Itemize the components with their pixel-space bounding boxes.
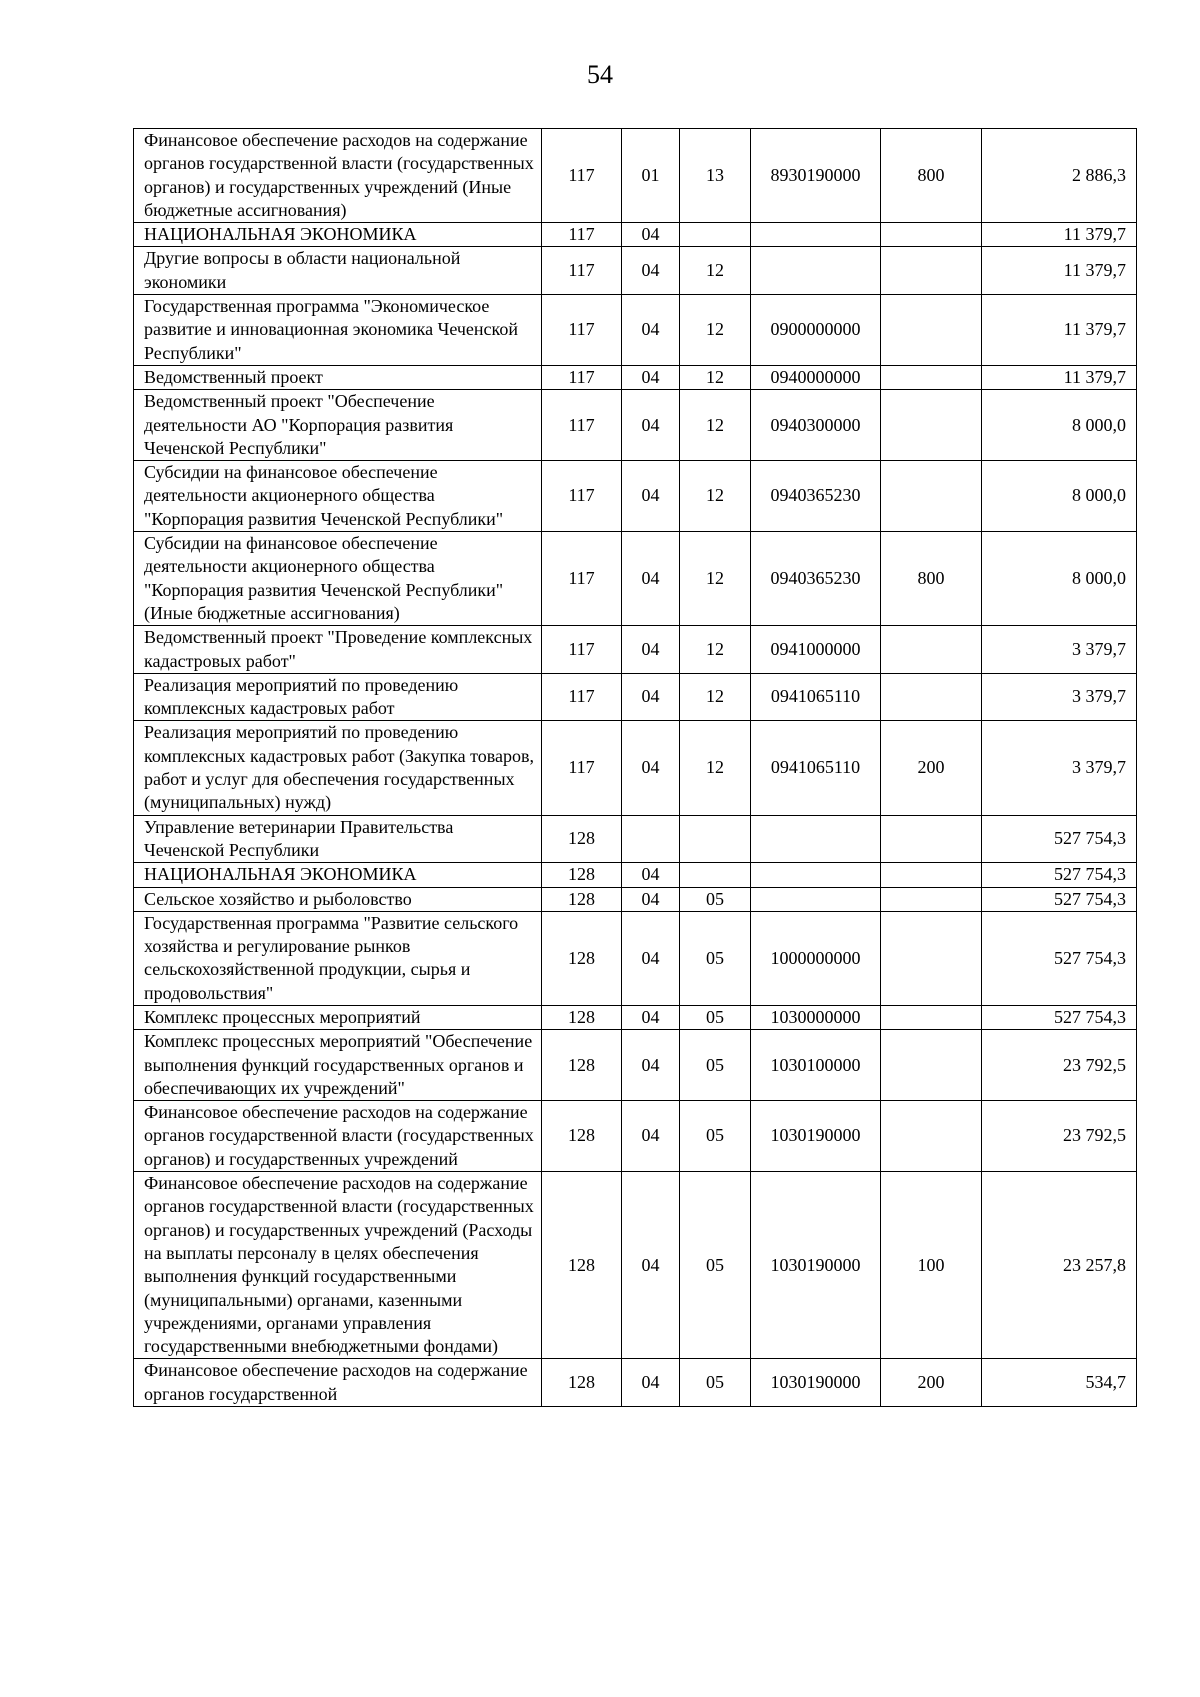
row-expense-type-cell: 800 (881, 129, 982, 223)
row-subsection-code-cell: 12 (680, 295, 751, 366)
row-section-code-cell: 01 (622, 129, 680, 223)
row-section-code-cell: 04 (622, 1359, 680, 1407)
row-target-code-cell: 0941065110 (751, 673, 881, 721)
table-row (134, 911, 1137, 1005)
row-expense-type-cell (881, 911, 982, 1005)
row-subsection-code-cell (680, 223, 751, 247)
row-amount-cell: 534,7 (982, 1359, 1137, 1407)
row-expense-type-cell (881, 815, 982, 863)
row-name-cell: Комплекс процессных мероприятий "Обеспечение выполнения функций государственных органов и обеспечивающих их учреждений" (134, 1030, 542, 1101)
row-expense-type-cell (881, 390, 982, 461)
row-target-code-cell: 8930190000 (751, 129, 881, 223)
row-amount-cell: 2 886,3 (982, 129, 1137, 223)
row-target-code-cell: 1000000000 (751, 911, 881, 1005)
row-amount-cell: 527 754,3 (982, 887, 1137, 911)
row-section-code-cell: 04 (622, 863, 680, 887)
row-section-code-cell: 04 (622, 911, 680, 1005)
row-section-code-cell: 04 (622, 721, 680, 815)
row-section-code-cell: 04 (622, 673, 680, 721)
row-amount-cell: 8 000,0 (982, 390, 1137, 461)
row-ministry-code-cell: 128 (542, 887, 622, 911)
row-ministry-code-cell: 117 (542, 673, 622, 721)
row-target-code-cell: 0941065110 (751, 721, 881, 815)
row-ministry-code-cell: 117 (542, 129, 622, 223)
row-section-code-cell: 04 (622, 1030, 680, 1101)
row-subsection-code-cell: 05 (680, 887, 751, 911)
row-expense-type-cell (881, 1101, 982, 1172)
row-target-code-cell: 1030190000 (751, 1101, 881, 1172)
row-expense-type-cell (881, 673, 982, 721)
row-target-code-cell: 0900000000 (751, 295, 881, 366)
row-name-cell: Комплекс процессных мероприятий (134, 1005, 542, 1029)
row-name-cell: Государственная программа "Развитие сельского хозяйства и регулирование рынков сельскохозяйственной продукции, сырья и продовольствия" (134, 911, 542, 1005)
row-ministry-code-cell: 128 (542, 1005, 622, 1029)
row-expense-type-cell: 800 (881, 532, 982, 626)
table-row (134, 1005, 1137, 1029)
row-name-cell: Субсидии на финансовое обеспечение деятельности акционерного общества "Корпорация развития Чеченской Республики" (Иные бюджетные ассигнования) (134, 532, 542, 626)
table-row (134, 1030, 1137, 1101)
row-section-code-cell: 04 (622, 532, 680, 626)
row-target-code-cell: 1030190000 (751, 1359, 881, 1407)
row-amount-cell: 3 379,7 (982, 721, 1137, 815)
row-name-cell: Ведомственный проект "Проведение комплексных кадастровых работ" (134, 626, 542, 674)
row-subsection-code-cell: 12 (680, 365, 751, 389)
row-target-code-cell: 0940300000 (751, 390, 881, 461)
row-name-cell: Финансовое обеспечение расходов на содержание органов государственной власти (государственных органов) и государственных учреждений (Расходы на выплаты персоналу в целях обеспечения выполнения функций государственными (муниципальными) органами, казенными учреждениями, органами управления государственными внебюджетными фондами) (134, 1172, 542, 1359)
row-amount-cell: 23 792,5 (982, 1101, 1137, 1172)
row-amount-cell: 11 379,7 (982, 247, 1137, 295)
row-expense-type-cell: 200 (881, 721, 982, 815)
table-row (134, 532, 1137, 626)
table-row (134, 223, 1137, 247)
row-expense-type-cell (881, 887, 982, 911)
row-subsection-code-cell (680, 815, 751, 863)
row-name-cell: Другие вопросы в области национальной экономики (134, 247, 542, 295)
row-amount-cell: 3 379,7 (982, 626, 1137, 674)
row-name-cell: НАЦИОНАЛЬНАЯ ЭКОНОМИКА (134, 863, 542, 887)
row-expense-type-cell (881, 365, 982, 389)
row-ministry-code-cell: 117 (542, 626, 622, 674)
row-subsection-code-cell: 12 (680, 532, 751, 626)
table-row (134, 390, 1137, 461)
table-row (134, 1101, 1137, 1172)
table-row (134, 1359, 1137, 1407)
row-expense-type-cell (881, 1005, 982, 1029)
row-target-code-cell (751, 887, 881, 911)
row-ministry-code-cell: 117 (542, 461, 622, 532)
row-name-cell: Ведомственный проект "Обеспечение деятельности АО "Корпорация развития Чеченской Республики" (134, 390, 542, 461)
row-ministry-code-cell: 117 (542, 365, 622, 389)
row-expense-type-cell (881, 1030, 982, 1101)
row-section-code-cell: 04 (622, 1172, 680, 1359)
row-section-code-cell (622, 815, 680, 863)
row-target-code-cell: 0940000000 (751, 365, 881, 389)
row-expense-type-cell (881, 626, 982, 674)
row-ministry-code-cell: 128 (542, 1172, 622, 1359)
row-amount-cell: 23 257,8 (982, 1172, 1137, 1359)
table-row (134, 721, 1137, 815)
row-expense-type-cell (881, 247, 982, 295)
row-name-cell: Управление ветеринарии Правительства Чеченской Республики (134, 815, 542, 863)
row-name-cell: Государственная программа "Экономическое развитие и инновационная экономика Чеченской Республики" (134, 295, 542, 366)
row-name-cell: Финансовое обеспечение расходов на содержание органов государственной (134, 1359, 542, 1407)
row-subsection-code-cell: 05 (680, 911, 751, 1005)
row-amount-cell: 23 792,5 (982, 1030, 1137, 1101)
row-section-code-cell: 04 (622, 1005, 680, 1029)
row-target-code-cell: 0940365230 (751, 532, 881, 626)
row-name-cell: Сельское хозяйство и рыболовство (134, 887, 542, 911)
row-section-code-cell: 04 (622, 1101, 680, 1172)
row-subsection-code-cell: 05 (680, 1101, 751, 1172)
row-section-code-cell: 04 (622, 365, 680, 389)
row-ministry-code-cell: 117 (542, 223, 622, 247)
row-section-code-cell: 04 (622, 887, 680, 911)
row-subsection-code-cell: 12 (680, 247, 751, 295)
row-section-code-cell: 04 (622, 390, 680, 461)
row-section-code-cell: 04 (622, 626, 680, 674)
row-ministry-code-cell: 117 (542, 295, 622, 366)
row-ministry-code-cell: 128 (542, 815, 622, 863)
row-subsection-code-cell: 12 (680, 390, 751, 461)
table-row (134, 863, 1137, 887)
page-number: 54 (587, 60, 613, 89)
row-amount-cell: 527 754,3 (982, 815, 1137, 863)
row-expense-type-cell (881, 461, 982, 532)
row-ministry-code-cell: 128 (542, 1101, 622, 1172)
row-amount-cell: 3 379,7 (982, 673, 1137, 721)
table-row (134, 887, 1137, 911)
row-name-cell: Реализация мероприятий по проведению комплексных кадастровых работ (Закупка товаров, работ и услуг для обеспечения государственных (муниципальных) нужд) (134, 721, 542, 815)
row-subsection-code-cell: 12 (680, 626, 751, 674)
table-row (134, 1172, 1137, 1359)
row-name-cell: Субсидии на финансовое обеспечение деятельности акционерного общества "Корпорация развития Чеченской Республики" (134, 461, 542, 532)
row-expense-type-cell: 200 (881, 1359, 982, 1407)
row-section-code-cell: 04 (622, 461, 680, 532)
row-amount-cell: 8 000,0 (982, 461, 1137, 532)
row-amount-cell: 11 379,7 (982, 223, 1137, 247)
row-subsection-code-cell: 05 (680, 1005, 751, 1029)
row-subsection-code-cell: 05 (680, 1030, 751, 1101)
row-amount-cell: 11 379,7 (982, 365, 1137, 389)
row-amount-cell: 11 379,7 (982, 295, 1137, 366)
row-target-code-cell: 0941000000 (751, 626, 881, 674)
row-subsection-code-cell: 05 (680, 1172, 751, 1359)
table-row (134, 365, 1137, 389)
row-ministry-code-cell: 117 (542, 532, 622, 626)
row-expense-type-cell: 100 (881, 1172, 982, 1359)
row-expense-type-cell (881, 295, 982, 366)
row-ministry-code-cell: 128 (542, 863, 622, 887)
row-ministry-code-cell: 117 (542, 390, 622, 461)
budget-table-body (134, 129, 1137, 1407)
row-name-cell: Финансовое обеспечение расходов на содержание органов государственной власти (государственных органов) и государственных учреждений (Иные бюджетные ассигнования) (134, 129, 542, 223)
row-name-cell: Ведомственный проект (134, 365, 542, 389)
row-target-code-cell: 0940365230 (751, 461, 881, 532)
table-row (134, 247, 1137, 295)
row-subsection-code-cell: 12 (680, 461, 751, 532)
row-amount-cell: 8 000,0 (982, 532, 1137, 626)
row-amount-cell: 527 754,3 (982, 863, 1137, 887)
row-name-cell: НАЦИОНАЛЬНАЯ ЭКОНОМИКА (134, 223, 542, 247)
table-row (134, 295, 1137, 366)
row-ministry-code-cell: 128 (542, 911, 622, 1005)
row-section-code-cell: 04 (622, 223, 680, 247)
row-name-cell: Реализация мероприятий по проведению комплексных кадастровых работ (134, 673, 542, 721)
row-target-code-cell (751, 863, 881, 887)
row-target-code-cell (751, 247, 881, 295)
table-row (134, 673, 1137, 721)
row-ministry-code-cell: 128 (542, 1359, 622, 1407)
table-row (134, 461, 1137, 532)
table-row (134, 129, 1137, 223)
table-row (134, 626, 1137, 674)
row-amount-cell: 527 754,3 (982, 1005, 1137, 1029)
row-amount-cell: 527 754,3 (982, 911, 1137, 1005)
row-target-code-cell: 1030190000 (751, 1172, 881, 1359)
row-subsection-code-cell: 05 (680, 1359, 751, 1407)
row-subsection-code-cell (680, 863, 751, 887)
row-subsection-code-cell: 12 (680, 673, 751, 721)
row-expense-type-cell (881, 863, 982, 887)
row-subsection-code-cell: 12 (680, 721, 751, 815)
row-ministry-code-cell: 117 (542, 247, 622, 295)
row-target-code-cell (751, 815, 881, 863)
table-row (134, 815, 1137, 863)
row-section-code-cell: 04 (622, 295, 680, 366)
budget-table (133, 128, 1137, 1407)
row-target-code-cell (751, 223, 881, 247)
row-ministry-code-cell: 117 (542, 721, 622, 815)
row-target-code-cell: 1030100000 (751, 1030, 881, 1101)
row-section-code-cell: 04 (622, 247, 680, 295)
row-expense-type-cell (881, 223, 982, 247)
row-name-cell: Финансовое обеспечение расходов на содержание органов государственной власти (государственных органов) и государственных учреждений (134, 1101, 542, 1172)
row-target-code-cell: 1030000000 (751, 1005, 881, 1029)
row-ministry-code-cell: 128 (542, 1030, 622, 1101)
row-subsection-code-cell: 13 (680, 129, 751, 223)
